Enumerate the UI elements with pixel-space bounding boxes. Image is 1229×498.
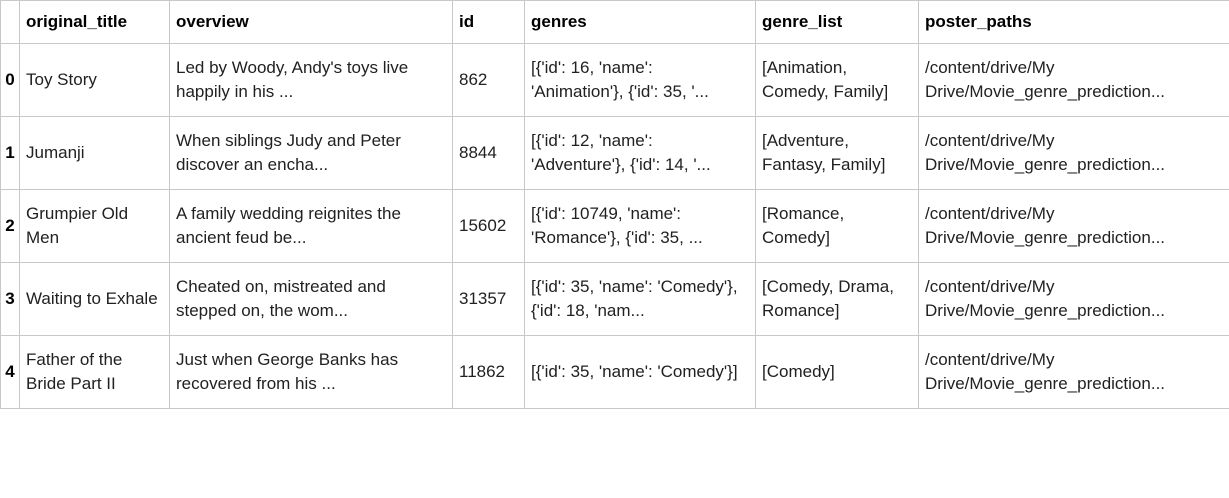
- cell-overview: Cheated on, mistreated and stepped on, the wom...: [170, 263, 453, 336]
- cell-original-title: Toy Story: [20, 44, 170, 117]
- cell-overview: When siblings Judy and Peter discover an encha...: [170, 117, 453, 190]
- cell-genres: [{'id': 10749, 'name': 'Romance'}, {'id': 35, ...: [525, 190, 756, 263]
- cell-original-title: Jumanji: [20, 117, 170, 190]
- cell-poster-paths: /content/drive/My Drive/Movie_genre_prediction...: [919, 44, 1229, 117]
- row-index: 0: [1, 44, 20, 117]
- table-row: [1, 117, 1229, 190]
- table-row: [1, 44, 1229, 117]
- cell-original-title: Grumpier Old Men: [20, 190, 170, 263]
- cell-original-title: Father of the Bride Part II: [20, 336, 170, 409]
- row-index: 1: [1, 117, 20, 190]
- index-header: [1, 1, 20, 44]
- column-header-original-title: original_title: [20, 1, 170, 44]
- column-header-poster-paths: poster_paths: [919, 1, 1229, 44]
- column-header-genre-list: genre_list: [756, 1, 919, 44]
- cell-overview: Led by Woody, Andy's toys live happily in his ...: [170, 44, 453, 117]
- cell-id: 8844: [453, 117, 525, 190]
- column-header-genres: genres: [525, 1, 756, 44]
- cell-genre-list: [Comedy]: [756, 336, 919, 409]
- cell-poster-paths: /content/drive/My Drive/Movie_genre_prediction...: [919, 117, 1229, 190]
- cell-genre-list: [Animation, Comedy, Family]: [756, 44, 919, 117]
- cell-genre-list: [Adventure, Fantasy, Family]: [756, 117, 919, 190]
- table-row: [1, 263, 1229, 336]
- cell-id: 11862: [453, 336, 525, 409]
- table-row: [1, 336, 1229, 409]
- cell-genres: [{'id': 16, 'name': 'Animation'}, {'id': 35, '...: [525, 44, 756, 117]
- column-header-overview: overview: [170, 1, 453, 44]
- cell-overview: A family wedding reignites the ancient feud be...: [170, 190, 453, 263]
- cell-genres: [{'id': 35, 'name': 'Comedy'}]: [525, 336, 756, 409]
- cell-genre-list: [Romance, Comedy]: [756, 190, 919, 263]
- cell-poster-paths: /content/drive/My Drive/Movie_genre_prediction...: [919, 336, 1229, 409]
- header-row: [1, 1, 1229, 44]
- row-index: 4: [1, 336, 20, 409]
- cell-genres: [{'id': 12, 'name': 'Adventure'}, {'id': 14, '...: [525, 117, 756, 190]
- column-header-id: id: [453, 1, 525, 44]
- cell-original-title: Waiting to Exhale: [20, 263, 170, 336]
- cell-genres: [{'id': 35, 'name': 'Comedy'}, {'id': 18, 'nam...: [525, 263, 756, 336]
- row-index: 3: [1, 263, 20, 336]
- cell-id: 31357: [453, 263, 525, 336]
- cell-id: 15602: [453, 190, 525, 263]
- cell-overview: Just when George Banks has recovered from his ...: [170, 336, 453, 409]
- cell-poster-paths: /content/drive/My Drive/Movie_genre_prediction...: [919, 263, 1229, 336]
- cell-genre-list: [Comedy, Drama, Romance]: [756, 263, 919, 336]
- row-index: 2: [1, 190, 20, 263]
- table-row: [1, 190, 1229, 263]
- cell-poster-paths: /content/drive/My Drive/Movie_genre_prediction...: [919, 190, 1229, 263]
- cell-id: 862: [453, 44, 525, 117]
